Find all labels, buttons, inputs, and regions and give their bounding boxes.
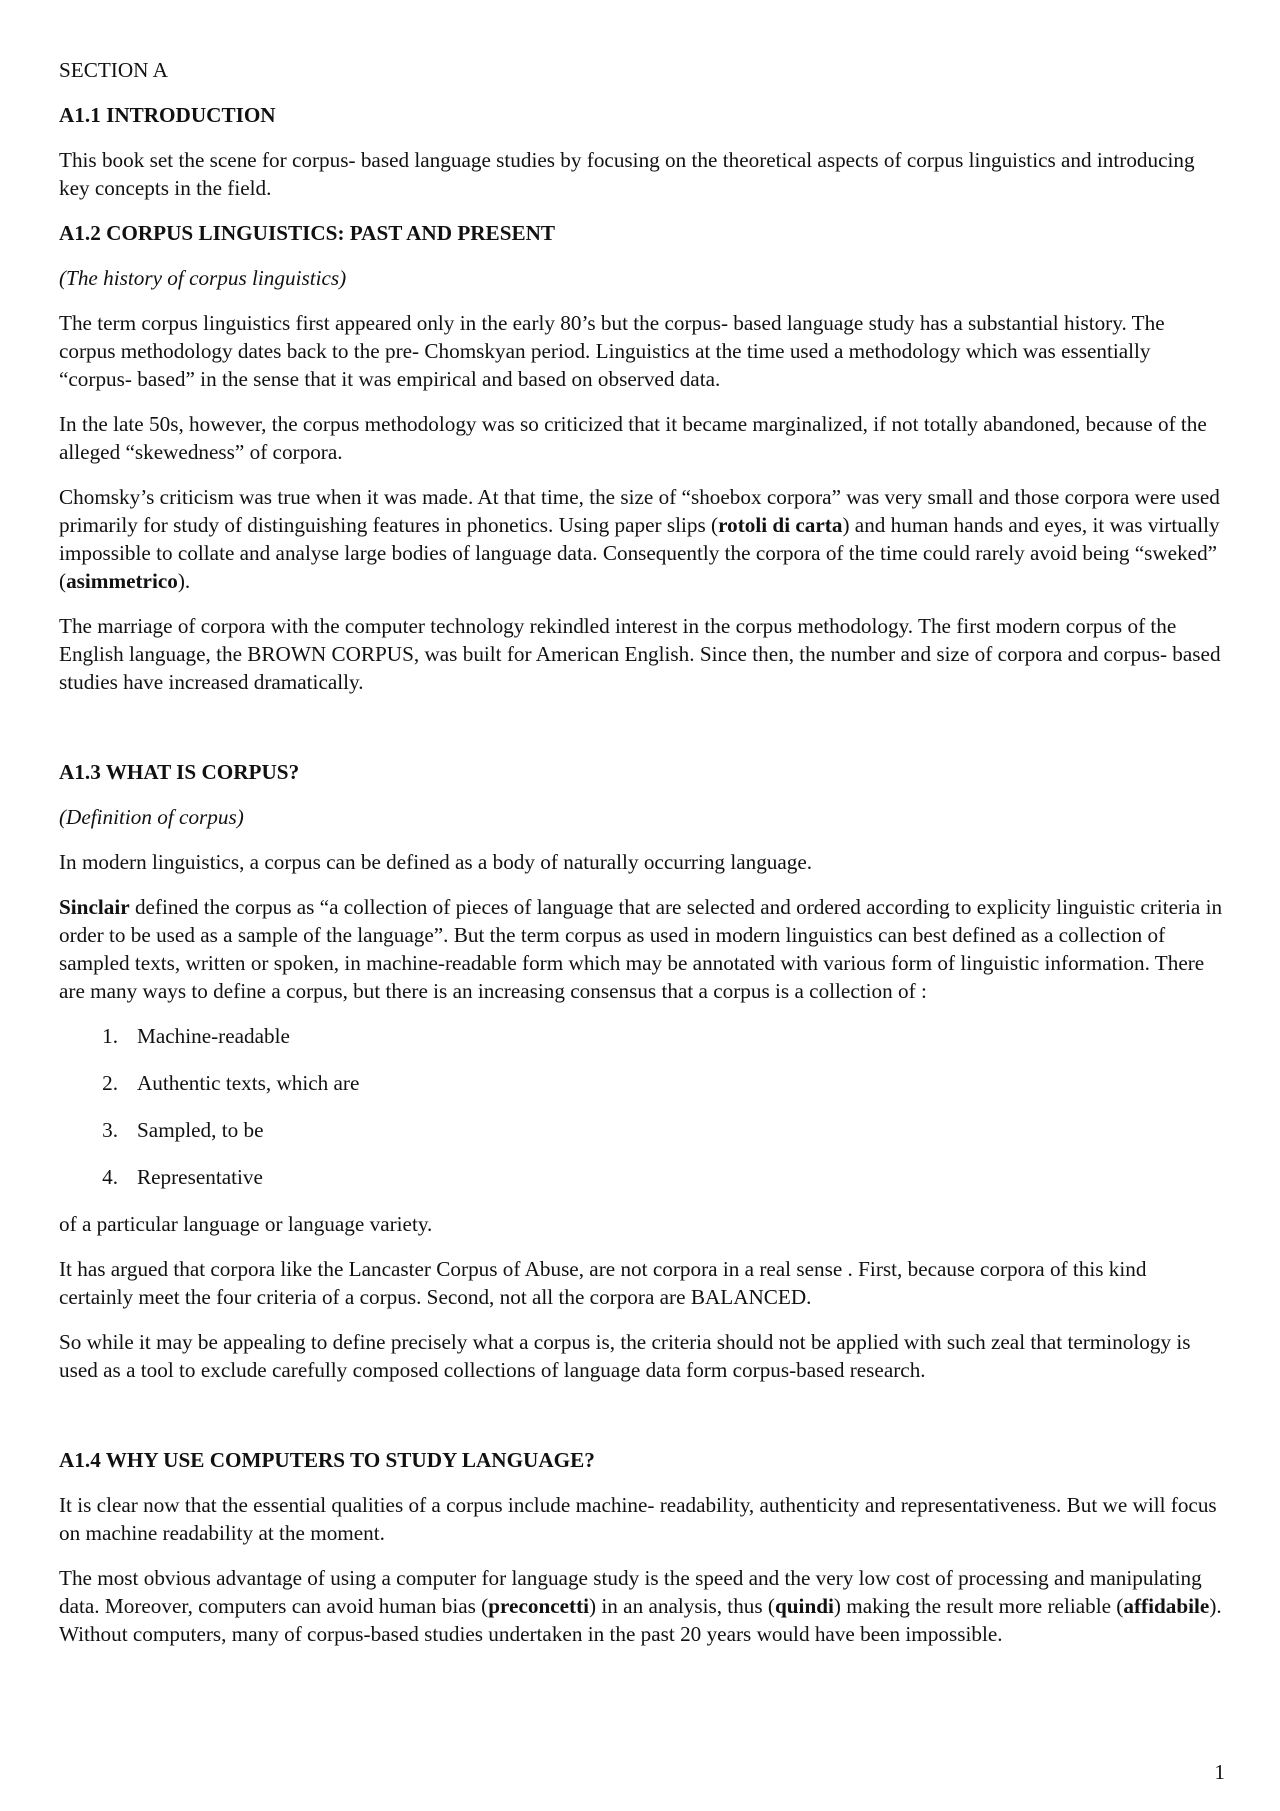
text-run: Chomsky’s criticism was true when it was made. At that time, the size of “shoebox corpora” was very small and those corpora were used primarily for study of distinguishing features in phonetics. Using paper slips (	[59, 485, 1220, 537]
heading-a1-1: A1.1 INTRODUCTION	[59, 103, 276, 127]
text-run: ) making the result more reliable (	[833, 1594, 1124, 1618]
text-run: ) in an analysis, thus (	[589, 1594, 775, 1618]
paragraph-a1-2-history: The term corpus linguistics first appeared only in the early 80’s but the corpus- based language study has a substantial history. The corpus methodology dates back to the pre- Chomskyan period. Linguistics at the time used a methodology which was essentially “corpus- based” in the sense that it was empirical and based on observed data.	[59, 311, 1165, 391]
paragraph-a1-3-definition: In modern linguistics, a corpus can be defined as a body of naturally occurring language.	[59, 850, 813, 874]
list-text: Sampled, to be	[137, 1118, 264, 1142]
page-number: 1	[1214, 1760, 1225, 1784]
paragraph-a1-3-language-variety: of a particular language or language variety.	[59, 1212, 433, 1236]
bold-term-rotoli: rotoli di carta	[718, 513, 843, 537]
paragraph-a1-3-sinclair	[59, 893, 1224, 1005]
list-text: Machine-readable	[137, 1024, 290, 1048]
list-item	[59, 1163, 1224, 1191]
heading-a1-2: A1.2 CORPUS LINGUISTICS: PAST AND PRESENT	[59, 221, 556, 245]
paragraph-a1-2-late-50s: In the late 50s, however, the corpus methodology was so criticized that it became marginalized, if not totally abandoned, because of the alleged “skewedness” of corpora.	[59, 412, 1207, 464]
paragraph-a1-4-advantage	[59, 1564, 1224, 1648]
list-item	[59, 1022, 1224, 1050]
bold-term-sinclair: Sinclair	[59, 895, 130, 919]
list-item	[59, 1069, 1224, 1097]
bold-term-quindi: quindi	[774, 1594, 834, 1618]
list-text: Authentic texts, which are	[137, 1071, 360, 1095]
list-number: 4.	[102, 1165, 118, 1189]
list-text: Representative	[137, 1165, 263, 1189]
list-number: 1.	[102, 1024, 118, 1048]
paragraph-a1-3-criteria: So while it may be appealing to define precisely what a corpus is, the criteria should not be applied with such zeal that terminology is used as a tool to exclude carefully composed collections of language data form corpus-based research.	[59, 1330, 1191, 1382]
bold-term-preconcetti: preconcetti	[488, 1594, 590, 1618]
text-run: ).	[177, 569, 191, 593]
paragraph-a1-2-brown-corpus: The marriage of corpora with the computer technology rekindled interest in the corpus methodology. The first modern corpus of the English language, the BROWN CORPUS, was built for American English. Since then, the number and size of corpora and corpus- based studies have increased dramatically.	[59, 614, 1221, 694]
list-item	[59, 1116, 1224, 1144]
text-run: ). Without computers, many of corpus-based studies undertaken in the past 20 years would have been impossible.	[59, 1594, 1222, 1646]
list-number: 2.	[102, 1071, 118, 1095]
text-run: The most obvious advantage of using a computer for language study is the speed and the very low cost of processing and manipulating data. Moreover, computers can avoid human bias (	[59, 1566, 1202, 1618]
bold-term-asimmetrico: asimmetrico	[66, 569, 178, 593]
heading-a1-3: A1.3 WHAT IS CORPUS?	[59, 760, 300, 784]
text-run: defined the corpus as “a collection of pieces of language that are selected and ordered according to explicity linguistic criteria in order to be used as a sample of the language”. But the term corpus as used in modern linguistics can best defined as a collection of sampled texts, written or spoken, in machine-readable form which may be annotated with various form of linguistic information. There are many ways to define a corpus, but there is an increasing consensus that a corpus is a collection of :	[59, 895, 1223, 1003]
document-page	[59, 56, 1224, 1665]
paragraph-a1-4-qualities: It is clear now that the essential qualities of a corpus include machine- readability, authenticity and representativeness. But we will focus on machine readability at the moment.	[59, 1493, 1217, 1545]
bold-term-affidabile: affidabile	[1123, 1594, 1210, 1618]
criteria-list	[59, 1022, 1224, 1191]
list-number: 3.	[102, 1118, 118, 1142]
paragraph-a1-3-lancaster: It has argued that corpora like the Lancaster Corpus of Abuse, are not corpora in a real sense . First, because corpora of this kind certainly meet the four criteria of a corpus. Second, not all the corpora are BALANCED.	[59, 1257, 1147, 1309]
paragraph-a1-2-chomsky	[59, 483, 1224, 595]
text-run: ) and human hands and eyes, it was virtually impossible to collate and analyse large bodies of language data. Consequently the corpora of the time could rarely avoid being “sweked” (	[59, 513, 1220, 593]
subheading-history: (The history of corpus linguistics)	[59, 266, 347, 290]
subheading-definition: (Definition of corpus)	[59, 805, 244, 829]
heading-a1-4: A1.4 WHY USE COMPUTERS TO STUDY LANGUAGE?	[59, 1448, 595, 1472]
paragraph-a1-1-intro: This book set the scene for corpus- based language studies by focusing on the theoretical aspects of corpus linguistics and introducing key concepts in the field.	[59, 148, 1195, 200]
section-label: SECTION A	[59, 58, 168, 82]
